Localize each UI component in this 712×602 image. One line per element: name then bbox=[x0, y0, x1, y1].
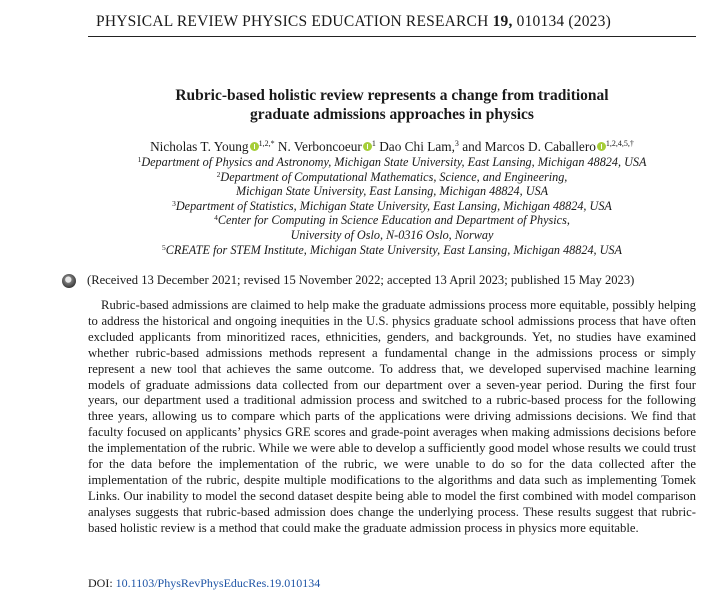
doi-link[interactable]: 10.1103/PhysRevPhysEducRes.19.010134 bbox=[115, 576, 321, 590]
doi-label: DOI: bbox=[88, 576, 113, 590]
author-affiliation-marks: 1,2,* bbox=[258, 139, 275, 148]
author-name: Nicholas T. Young bbox=[150, 139, 249, 154]
affiliation-line bbox=[88, 199, 696, 214]
publication-dates: (Received 13 December 2021; revised 15 November 2022; accepted 13 April 2023; published 15 May 2023) bbox=[87, 273, 635, 287]
title-line-1: Rubric-based holistic review represents a change from traditional bbox=[175, 87, 609, 104]
publication-history bbox=[62, 273, 702, 288]
journal-volume: 19, bbox=[492, 13, 513, 30]
orcid-icon[interactable] bbox=[363, 142, 372, 151]
journal-name: PHYSICAL REVIEW PHYSICS EDUCATION RESEARCH bbox=[96, 13, 489, 30]
affiliation-number: 5 bbox=[162, 242, 166, 252]
author-name: and Marcos D. Caballero bbox=[462, 139, 596, 154]
affiliation-text: CREATE for STEM Institute, Michigan State University, East Lansing, Michigan 48824, USA bbox=[165, 242, 622, 257]
affiliation-line bbox=[88, 243, 696, 258]
affiliation-number: 3 bbox=[172, 198, 176, 208]
orcid-icon[interactable] bbox=[250, 142, 259, 151]
doi-line bbox=[88, 576, 320, 591]
affiliation-text: Center for Computing in Science Education and Department of Physics, bbox=[217, 213, 570, 228]
title-line-2: graduate admissions approaches in physics bbox=[250, 106, 534, 123]
affiliation-number: 4 bbox=[214, 213, 218, 223]
affiliation-line bbox=[88, 213, 696, 228]
orcid-icon[interactable] bbox=[597, 142, 606, 151]
affiliation-number: 2 bbox=[216, 169, 221, 179]
author-list bbox=[88, 139, 696, 155]
header-rule bbox=[88, 36, 696, 37]
affiliations bbox=[88, 155, 696, 257]
author-affiliation-marks: 1,2,4,5,† bbox=[605, 139, 634, 148]
author-name: N. Verboncoeur bbox=[277, 139, 362, 154]
affiliation-line bbox=[88, 155, 696, 170]
author-affiliation-marks: 3 bbox=[454, 139, 459, 148]
affiliation-text: Michigan State University, East Lansing, Michigan 48824, USA bbox=[235, 184, 549, 199]
author-name: Dao Chi Lam, bbox=[379, 139, 455, 154]
abstract: Rubric-based admissions are claimed to help make the graduate admissions process more equitable, possibly helping to address the historical and ongoing inequities in the U.S. physics graduate school admissions process that have often excluded applicants from minoritized races, ethnicities, genders, and backgrounds. Yet, no studies have examined whether rubric-based admissions methods represent a fundamental change in the admissions process or simply represent a new tool that achieves the same outcome. To address that, we developed supervised machine learning models of graduate admissions data collected from our department over a seven-year period. During the first four years, our department used a traditional admission process and switched to a rubric-based process for the following three years, allowing us to compare which parts of the applications were driving admissions decisions. We find that faculty focused on applicants’ physics GRE scores and grade-point averages when making admissions decisions before the implementation of the rubric. While we were able to develop a sufficiently good model whose results we could trust for the data before the implementation of the rubric, we were unable to do so for the data collected after the implementation of the rubric, despite multiple modifications to the algorithms and data such as implementing Tomek Links. Our inability to model the second dataset despite being able to model the first combined with model comparison analyses suggests that rubric-based admission does change the underlying process. These results suggest that rubric-based holistic review is a method that could make the graduate admission process in physics more equitable. bbox=[88, 298, 696, 535]
affiliation-line bbox=[88, 170, 696, 185]
affiliation-number: 1 bbox=[137, 155, 142, 164]
affiliation-text: University of Oslo, N-0316 Oslo, Norway bbox=[290, 227, 494, 242]
affiliation-text: Department of Computational Mathematics, Science, and Engineering, bbox=[220, 169, 568, 184]
journal-header bbox=[96, 13, 696, 31]
affiliation-line bbox=[88, 184, 696, 199]
paper-title bbox=[88, 86, 696, 124]
affiliation-line bbox=[88, 228, 696, 243]
affiliation-text: Department of Physics and Astronomy, Michigan State University, East Lansing, Michigan 48824, USA bbox=[141, 155, 647, 169]
affiliation-text: Department of Statistics, Michigan State University, East Lansing, Michigan 48824, USA bbox=[175, 198, 612, 213]
check-for-updates-icon[interactable] bbox=[62, 274, 76, 288]
article-number: 010134 (2023) bbox=[516, 13, 611, 30]
author-affiliation-marks: 1 bbox=[371, 139, 376, 148]
